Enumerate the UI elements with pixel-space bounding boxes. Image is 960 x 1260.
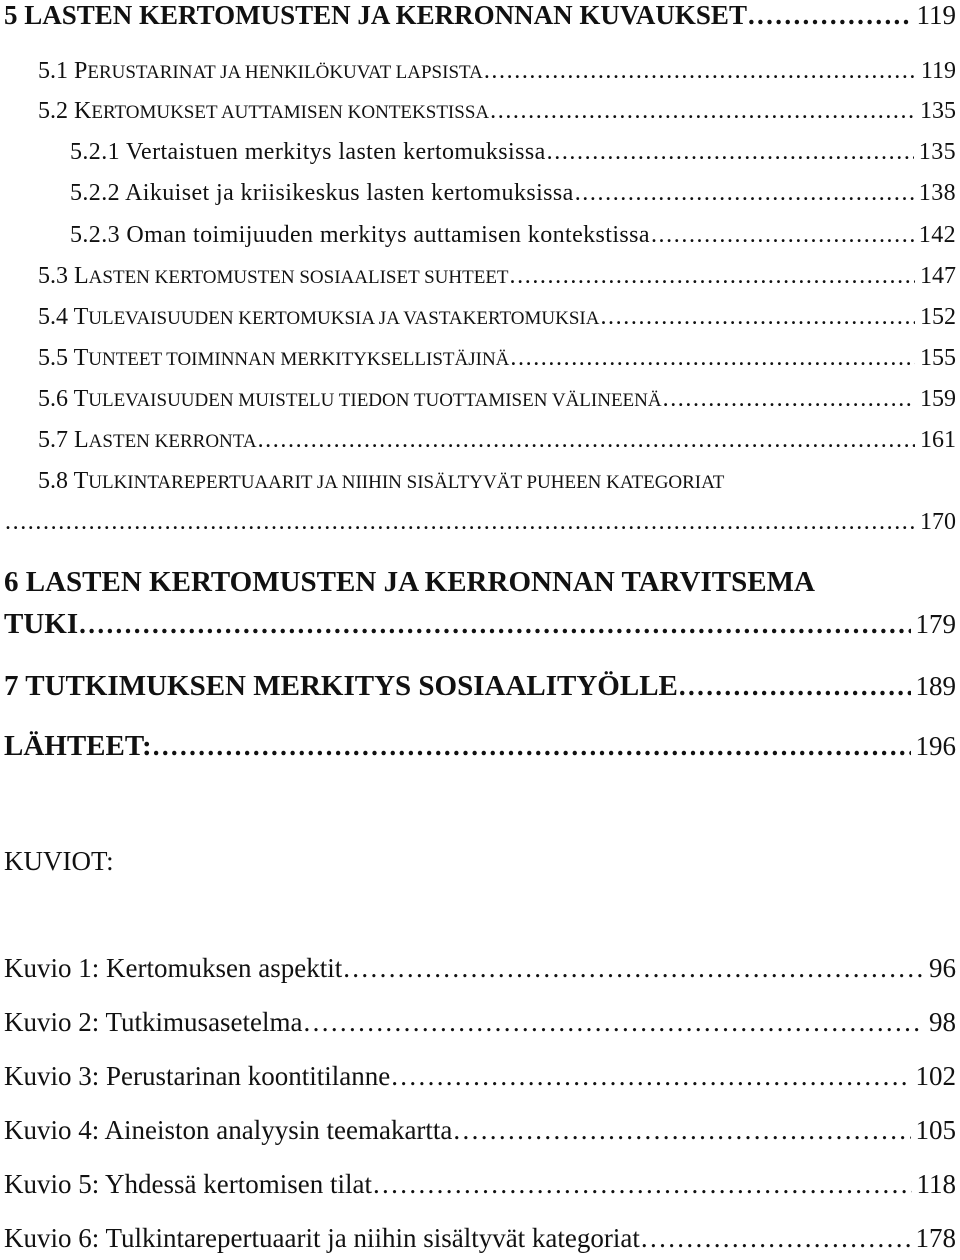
toc-entry-title: 5.4 TULEVAISUUDEN KERTOMUKSIA JA VASTAKERTOMUKSIA xyxy=(38,304,600,330)
figure-entry-4[interactable] xyxy=(4,1115,956,1146)
leader-dots xyxy=(453,1115,910,1146)
toc-entry-page: 159 xyxy=(920,386,956,412)
toc-entry-title: 5.5 TUNTEET TOIMINNAN MERKITYKSELLISTÄJINÄ xyxy=(38,345,510,371)
toc-entry-title: 5.2 KERTOMUKSET AUTTAMISEN KONTEKSTISSA xyxy=(38,98,490,124)
toc-entry-page: 189 xyxy=(915,671,956,701)
figure-label: Kuvio 3: Perustarinan koontitilanne xyxy=(4,1061,391,1091)
leader-dots xyxy=(373,1169,912,1200)
toc-entry-5-2-2[interactable] xyxy=(70,180,956,207)
toc-entry-title: TUKI xyxy=(4,608,79,640)
toc-entry-5-6[interactable] xyxy=(38,386,956,413)
figure-entry-1[interactable] xyxy=(4,953,956,984)
toc-entry-title: 5.2.3 Oman toimijuuden merkitys auttamisen kontekstissa xyxy=(70,222,650,248)
leader-dots xyxy=(490,98,915,125)
leader-dots xyxy=(79,609,910,640)
leader-dots xyxy=(484,58,916,85)
leader-dots xyxy=(510,263,915,290)
leader-dots xyxy=(391,1061,910,1092)
leader-dots xyxy=(258,427,915,454)
figure-label: Kuvio 6: Tulkintarepertuaarit ja niihin sisältyvät kategoriat xyxy=(4,1223,640,1253)
toc-entry-page: 119 xyxy=(920,58,956,84)
toc-entry-references[interactable] xyxy=(4,730,956,763)
leader-dots xyxy=(153,731,911,762)
leader-dots xyxy=(663,386,915,413)
leader-dots xyxy=(343,953,924,984)
leader-dots xyxy=(547,139,914,166)
toc-entry-page: 135 xyxy=(918,139,956,165)
toc-entry-5-2[interactable] xyxy=(38,98,956,125)
toc-entry-title: 5.1 PERUSTARINAT JA HENKILÖKUVAT LAPSISTA xyxy=(38,58,483,84)
toc-entry-title: 5.6 TULEVAISUUDEN MUISTELU TIEDON TUOTTAMISEN VÄLINEENÄ xyxy=(38,386,662,412)
figure-page: 178 xyxy=(915,1223,956,1253)
toc-entry-5-2-3[interactable] xyxy=(70,222,956,249)
leader-dots xyxy=(510,345,915,372)
leader-dots xyxy=(748,0,912,31)
toc-entry-page: 152 xyxy=(920,304,956,330)
figure-page: 118 xyxy=(916,1169,956,1199)
toc-entry-5-7[interactable] xyxy=(38,427,956,454)
toc-entry-page: 119 xyxy=(916,0,956,30)
leader-dots xyxy=(5,509,915,536)
figure-entry-2[interactable] xyxy=(4,1007,956,1038)
toc-entry-chapter-7[interactable] xyxy=(4,670,956,703)
toc-entry-page: 135 xyxy=(920,98,956,124)
toc-entry-5-8-leader[interactable] xyxy=(4,509,956,536)
leader-dots xyxy=(304,1007,924,1038)
figures-heading: KUVIOT: xyxy=(4,846,114,876)
leader-dots xyxy=(641,1223,911,1254)
toc-entry-5-8[interactable]: 5.8 TULKINTAREPERTUAARIT JA NIIHIN SISÄLTYVÄT PUHEEN KATEGORIAT xyxy=(38,468,725,494)
toc-entry-chapter-5[interactable] xyxy=(4,0,956,31)
figure-page: 98 xyxy=(929,1007,956,1037)
toc-entry-title: 7 TUTKIMUKSEN MERKITYS SOSIAALITYÖLLE xyxy=(4,670,678,702)
toc-entry-title: 5.7 LASTEN KERRONTA xyxy=(38,427,257,453)
figure-page: 105 xyxy=(915,1115,956,1145)
toc-entry-page: 155 xyxy=(920,345,956,371)
figure-entry-5[interactable] xyxy=(4,1169,956,1200)
figure-page: 102 xyxy=(915,1061,956,1091)
toc-entry-5-5[interactable] xyxy=(38,345,956,372)
toc-entry-5-2-1[interactable] xyxy=(70,139,956,166)
leader-dots xyxy=(651,222,914,249)
toc-entry-page: 161 xyxy=(920,427,956,453)
leader-dots xyxy=(600,304,915,331)
toc-entry-title: 5 LASTEN KERTOMUSTEN JA KERRONNAN KUVAUKSET xyxy=(4,0,747,30)
toc-entry-chapter-6-leader[interactable] xyxy=(4,608,956,641)
toc-entry-page: 147 xyxy=(920,263,956,289)
figure-entry-3[interactable] xyxy=(4,1061,956,1092)
toc-entry-page: 142 xyxy=(918,222,956,248)
toc-entry-title: 5.2.1 Vertaistuen merkitys lasten kertomuksissa xyxy=(70,139,546,165)
toc-entry-chapter-6[interactable]: 6 LASTEN KERTOMUSTEN JA KERRONNAN TARVITSEMA xyxy=(4,566,815,598)
figure-label: Kuvio 4: Aineiston analyysin teemakartta xyxy=(4,1115,453,1145)
leader-dots xyxy=(575,180,914,207)
leader-dots xyxy=(679,671,911,702)
figure-page: 96 xyxy=(929,953,956,983)
toc-entry-5-1[interactable] xyxy=(38,58,956,85)
toc-entry-page: 138 xyxy=(918,180,956,206)
toc-entry-title: LÄHTEET: xyxy=(4,730,152,762)
toc-entry-page: 179 xyxy=(915,609,956,639)
toc-entry-title: 5.3 LASTEN KERTOMUSTEN SOSIAALISET SUHTEET xyxy=(38,263,509,289)
toc-entry-page: 170 xyxy=(920,509,956,535)
figure-label: Kuvio 1: Kertomuksen aspektit xyxy=(4,953,343,983)
toc-entry-page: 196 xyxy=(915,731,956,761)
toc-entry-5-3[interactable] xyxy=(38,263,956,290)
figure-label: Kuvio 5: Yhdessä kertomisen tilat xyxy=(4,1169,372,1199)
toc-entry-title: 5.2.2 Aikuiset ja kriisikeskus lasten kertomuksissa xyxy=(70,180,574,206)
figure-label: Kuvio 2: Tutkimusasetelma xyxy=(4,1007,303,1037)
figure-entry-6[interactable] xyxy=(4,1223,956,1254)
toc-entry-5-4[interactable] xyxy=(38,304,956,331)
